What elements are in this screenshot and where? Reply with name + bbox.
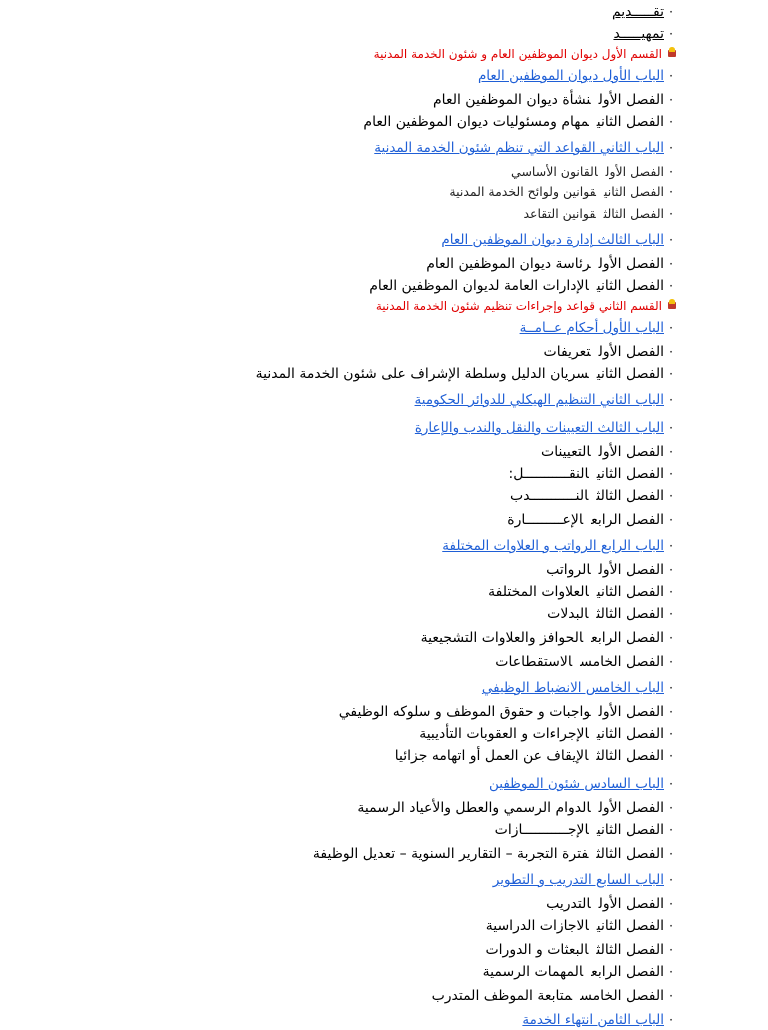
bullet: · — [669, 69, 673, 83]
bullet: · — [669, 631, 673, 645]
bullet: · — [669, 5, 673, 19]
chapter-title: الباب الأول ديوان الموظفين العام — [477, 68, 664, 84]
chapter-link[interactable] — [20, 138, 678, 158]
section-entry[interactable] — [20, 962, 678, 982]
bullet: · — [669, 823, 673, 837]
bullet: · — [669, 705, 673, 719]
section-entry[interactable] — [20, 254, 678, 274]
section-title: تعريفات — [543, 344, 591, 360]
section-entry[interactable] — [20, 702, 678, 722]
section-entry[interactable] — [20, 182, 678, 202]
section-label: الفصل الثاني — [596, 278, 664, 294]
chapter-title: الباب الثالث التعيينات والنقل والندب والإعارة — [414, 420, 664, 436]
section-title: نشأة ديوان الموظفين العام — [433, 92, 591, 108]
section-title: الإجـــــــــــازات — [494, 822, 589, 838]
chapter-title: الباب الثاني التنظيم الهيكلي للدوائر الحكومية — [414, 392, 664, 408]
section-entry[interactable] — [20, 582, 678, 602]
section-label: الفصل الثالث — [596, 942, 664, 958]
section-label: الفصل الثالث — [603, 206, 664, 221]
bullet: · — [669, 467, 673, 481]
bullet: · — [669, 965, 673, 979]
section-entry[interactable] — [20, 746, 678, 766]
section-label: الفصل الثالث — [596, 846, 664, 862]
bullet: · — [669, 207, 673, 221]
chapter-link[interactable] — [20, 1010, 678, 1030]
section-title: قوانين التقاعد — [523, 206, 596, 221]
bullet: · — [669, 445, 673, 459]
bullet: · — [669, 727, 673, 741]
bullet: · — [669, 393, 673, 407]
bullet: · — [669, 115, 673, 129]
chapter-link[interactable] — [20, 678, 678, 698]
chapter-link[interactable] — [20, 774, 678, 794]
section-entry[interactable] — [20, 916, 678, 936]
section-label: الفصل الثاني — [596, 366, 664, 382]
section-label: الفصل الثاني — [596, 114, 664, 130]
bullet: · — [669, 233, 673, 247]
section-label: الفصل الخامس — [580, 654, 664, 670]
chapter-title: الباب الثامن انتهاء الخدمة — [522, 1012, 664, 1028]
section-title: قوانين ولوائح الخدمة المدنية — [449, 184, 596, 199]
chapter-link[interactable] — [20, 318, 678, 338]
section-title: الرواتب — [546, 562, 591, 578]
bullet: · — [669, 489, 673, 503]
chapter-title: الباب الأول أحكام عــامــة — [519, 320, 664, 336]
section-entry[interactable] — [20, 798, 678, 818]
section-entry[interactable] — [20, 276, 678, 296]
bullet: · — [669, 655, 673, 669]
bullet: · — [669, 585, 673, 599]
bullet: · — [669, 749, 673, 763]
section-label: الفصل الأول — [598, 344, 664, 360]
bullet: · — [669, 563, 673, 577]
part-heading[interactable] — [20, 296, 678, 316]
chapter-title: الباب السابع التدريب و التطوير — [492, 872, 664, 888]
chapter-link[interactable] — [20, 230, 678, 250]
section-entry[interactable] — [20, 560, 678, 580]
chapter-link[interactable] — [20, 66, 678, 86]
section-label: الفصل الرابع — [591, 630, 664, 646]
chapter-title: الباب الثاني القواعد التي تنظم شئون الخدمة المدنية — [374, 140, 664, 156]
entry-text: تقـــــديم — [611, 4, 664, 20]
bullet: · — [669, 93, 673, 107]
chapter-link[interactable] — [20, 536, 678, 556]
bullet: · — [669, 345, 673, 359]
section-entry[interactable] — [20, 986, 678, 1006]
bullet: · — [669, 421, 673, 435]
section-entry[interactable] — [20, 464, 678, 484]
section-entry[interactable] — [20, 820, 678, 840]
section-label: الفصل الأول — [598, 896, 664, 912]
bullet: · — [669, 681, 673, 695]
section-title: التدريب — [546, 896, 591, 912]
section-entry[interactable] — [20, 486, 678, 506]
part-heading[interactable] — [20, 44, 678, 64]
bullet: · — [669, 367, 673, 381]
toc-entry-introduction[interactable] — [20, 2, 678, 22]
section-label: الفصل الثاني — [596, 466, 664, 482]
section-entry[interactable] — [20, 844, 678, 864]
section-title: البدلات — [547, 606, 589, 622]
section-title: الاستقطاعات — [495, 654, 573, 670]
section-title: الاجازات الدراسية — [485, 918, 589, 934]
section-label: الفصل الثالث — [596, 606, 664, 622]
book-icon — [666, 47, 678, 59]
section-title: القانون الأساسي — [511, 164, 598, 179]
section-title: واجبات و حقوق الموظف و سلوكه الوظيفي — [338, 704, 591, 720]
section-title: رئاسة ديوان الموظفين العام — [426, 256, 591, 272]
section-entry[interactable] — [20, 442, 678, 462]
entry-text: تمهيـــــد — [613, 26, 664, 42]
section-entry[interactable] — [20, 162, 678, 182]
bullet: · — [669, 165, 673, 179]
section-title: الحوافز والعلاوات التشجيعية — [420, 630, 584, 646]
bullet: · — [669, 777, 673, 791]
section-title: سريان الدليل وسلطة الإشراف على شئون الخدمة المدنية — [255, 366, 589, 382]
bullet: · — [669, 185, 673, 199]
section-entry[interactable] — [20, 112, 678, 132]
bullet: · — [669, 257, 673, 271]
bullet: · — [669, 847, 673, 861]
section-entry[interactable] — [20, 342, 678, 362]
section-label: الفصل الرابع — [591, 964, 664, 980]
section-title: متابعة الموظف المتدرب — [431, 988, 573, 1004]
section-entry[interactable] — [20, 628, 678, 648]
chapter-title: الباب السادس شئون الموظفين — [489, 776, 664, 792]
bullet: · — [669, 919, 673, 933]
section-label: الفصل الأول — [598, 800, 664, 816]
section-entry[interactable] — [20, 90, 678, 110]
bullet: · — [669, 27, 673, 41]
section-entry[interactable] — [20, 652, 678, 672]
section-label: الفصل الثاني — [596, 918, 664, 934]
section-label: الفصل الثالث — [596, 748, 664, 764]
chapter-title: الباب الثالث إدارة ديوان الموظفين العام — [441, 232, 664, 248]
bullet: · — [669, 897, 673, 911]
section-title: فترة التجربة – التقارير السنوية – تعديل الوظيفة — [312, 846, 589, 862]
bullet: · — [669, 279, 673, 293]
chapter-title: الباب الخامس الانضباط الوظيفي — [481, 680, 664, 696]
section-entry[interactable] — [20, 940, 678, 960]
bullet: · — [669, 873, 673, 887]
section-label: الفصل الثاني — [596, 822, 664, 838]
section-label: الفصل الثاني — [596, 726, 664, 742]
section-label: الفصل الأول — [598, 562, 664, 578]
section-entry[interactable] — [20, 604, 678, 624]
bullet: · — [669, 801, 673, 815]
section-label: الفصل الأول — [598, 444, 664, 460]
section-label: الفصل الأول — [598, 704, 664, 720]
chapter-title: الباب الرابع الرواتب و العلاوات المختلفة — [442, 538, 664, 554]
section-label: الفصل الثاني — [604, 184, 664, 199]
section-label: الفصل الثالث — [596, 488, 664, 504]
section-label: الفصل الثاني — [596, 584, 664, 600]
section-entry[interactable] — [20, 364, 678, 384]
section-title: النـــــــــــدب — [510, 488, 589, 504]
bullet: · — [669, 943, 673, 957]
section-entry[interactable] — [20, 510, 678, 530]
toc-entry-preface[interactable] — [20, 24, 678, 44]
section-label: الفصل الرابع — [591, 512, 664, 528]
section-entry[interactable] — [20, 204, 678, 224]
bullet: · — [669, 607, 673, 621]
section-label: الفصل الأول — [605, 164, 664, 179]
section-entry[interactable] — [20, 724, 678, 744]
section-label: الفصل الأول — [598, 256, 664, 272]
section-title: الإدارات العامة لديوان الموظفين العام — [369, 278, 589, 294]
bullet: · — [669, 539, 673, 553]
bullet: · — [669, 513, 673, 527]
section-label: الفصل الخامس — [580, 988, 664, 1004]
section-title: مهام ومسئوليات ديوان الموظفين العام — [363, 114, 589, 130]
section-label: الفصل الأول — [598, 92, 664, 108]
section-entry[interactable] — [20, 894, 678, 914]
section-title: البعثات و الدورات — [485, 942, 589, 958]
section-title: الدوام الرسمي والعطل والأعياد الرسمية — [357, 800, 591, 816]
part-title: القسم الأول ديوان الموظفين العام و شئون الخدمة المدنية — [373, 47, 662, 61]
bullet: · — [669, 989, 673, 1003]
chapter-link[interactable] — [20, 870, 678, 890]
book-icon — [666, 299, 678, 311]
section-title: التعيينات — [541, 444, 591, 460]
chapter-link[interactable] — [20, 390, 678, 410]
bullet: · — [669, 321, 673, 335]
section-title: الإيقاف عن العمل أو اتهامه جزائيا — [394, 748, 589, 764]
bullet: · — [669, 1013, 673, 1027]
section-title: العلاوات المختلفة — [488, 584, 589, 600]
part-title: القسم الثاني قواعد وإجراءات تنظيم شئون الخدمة المدنية — [375, 299, 662, 313]
section-title: الإعـــــــــارة — [507, 512, 584, 528]
section-title: النقـــــــــــل: — [508, 466, 589, 482]
chapter-link[interactable] — [20, 418, 678, 438]
section-title: الإجراءات و العقوبات التأديبية — [419, 726, 589, 742]
section-title: المهمات الرسمية — [482, 964, 584, 980]
bullet: · — [669, 141, 673, 155]
